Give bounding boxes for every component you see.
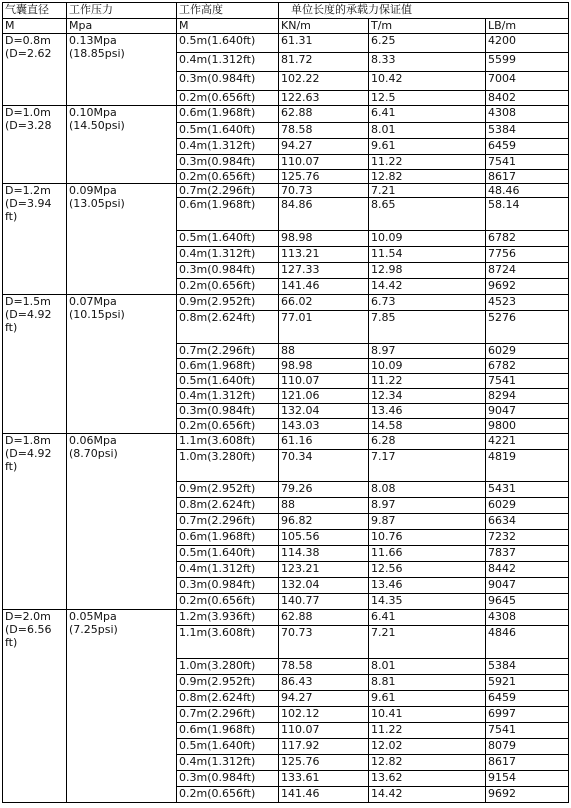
lb-cell: 48.46 <box>486 184 569 198</box>
kn-cell: 78.58 <box>279 123 369 139</box>
kn-cell: 102.22 <box>279 72 369 91</box>
lb-cell: 4200 <box>486 34 569 53</box>
height-cell: 0.5m(1.640ft) <box>177 231 279 247</box>
height-cell: 0.6m(1.968ft) <box>177 530 279 546</box>
lb-cell: 7232 <box>486 530 569 546</box>
kn-cell: 84.86 <box>279 198 369 231</box>
kn-cell: 114.38 <box>279 546 369 562</box>
lb-cell: 9800 <box>486 419 569 434</box>
kn-cell: 110.07 <box>279 155 369 170</box>
height-cell: 1.0m(3.280ft) <box>177 659 279 675</box>
pressure-line: 0.09Mpa <box>69 184 117 197</box>
unit-kn: KN/m <box>279 19 369 34</box>
diameter-line: D=1.8m <box>5 434 51 447</box>
t-cell: 12.98 <box>369 263 486 279</box>
t-cell: 6.28 <box>369 434 486 450</box>
group-pressure <box>67 184 177 295</box>
kn-cell: 133.61 <box>279 771 369 787</box>
height-cell: 0.5m(1.640ft) <box>177 374 279 389</box>
table-row <box>3 434 569 450</box>
kn-cell: 121.06 <box>279 389 369 404</box>
t-cell: 11.22 <box>369 155 486 170</box>
diameter-line: D=1.5m <box>5 295 51 308</box>
kn-cell: 141.46 <box>279 787 369 803</box>
kn-cell: 78.58 <box>279 659 369 675</box>
diameter-line: ft) <box>5 460 18 473</box>
kn-cell: 132.04 <box>279 578 369 594</box>
kn-cell: 113.21 <box>279 247 369 263</box>
height-cell: 0.8m(2.624ft) <box>177 691 279 707</box>
height-cell: 0.6m(1.968ft) <box>177 723 279 739</box>
t-cell: 9.61 <box>369 139 486 155</box>
height-cell: 0.3m(0.984ft) <box>177 263 279 279</box>
group-pressure <box>67 106 177 184</box>
table-row <box>3 610 569 626</box>
height-cell: 0.2m(0.656ft) <box>177 787 279 803</box>
t-cell: 8.97 <box>369 344 486 359</box>
load-capacity-table <box>2 2 569 803</box>
header-capacity <box>279 3 569 19</box>
table-row <box>3 295 569 311</box>
t-cell: 11.66 <box>369 546 486 562</box>
diameter-line: D=0.8m <box>5 34 51 47</box>
lb-cell: 8294 <box>486 389 569 404</box>
height-cell: 0.7m(2.296ft) <box>177 707 279 723</box>
lb-cell: 7541 <box>486 374 569 389</box>
kn-cell: 70.34 <box>279 450 369 482</box>
unit-t: T/m <box>369 19 486 34</box>
height-cell: 0.2m(0.656ft) <box>177 279 279 295</box>
kn-cell: 62.88 <box>279 106 369 123</box>
t-cell: 13.46 <box>369 404 486 419</box>
kn-cell: 98.98 <box>279 231 369 247</box>
t-cell: 8.01 <box>369 659 486 675</box>
group-diameter <box>3 106 67 184</box>
t-cell: 14.42 <box>369 279 486 295</box>
lb-cell: 9047 <box>486 578 569 594</box>
height-cell: 0.6m(1.968ft) <box>177 359 279 374</box>
pressure-line: (14.50psi) <box>69 119 125 132</box>
t-cell: 8.08 <box>369 482 486 498</box>
lb-cell: 58.14 <box>486 198 569 231</box>
lb-cell: 6997 <box>486 707 569 723</box>
height-cell: 0.9m(2.952ft) <box>177 295 279 311</box>
height-cell: 0.5m(1.640ft) <box>177 546 279 562</box>
t-cell: 9.87 <box>369 514 486 530</box>
lb-cell: 9645 <box>486 594 569 610</box>
diameter-line: (D=3.28 <box>5 119 52 132</box>
lb-cell: 8617 <box>486 170 569 184</box>
kn-cell: 98.98 <box>279 359 369 374</box>
group-diameter <box>3 34 67 106</box>
t-cell: 8.97 <box>369 498 486 514</box>
unit-height: M <box>177 19 279 34</box>
diameter-line: D=2.0m <box>5 610 51 623</box>
height-cell: 0.3m(0.984ft) <box>177 578 279 594</box>
lb-cell: 5276 <box>486 311 569 344</box>
t-cell: 9.61 <box>369 691 486 707</box>
diameter-line: ft) <box>5 636 18 649</box>
height-cell: 0.5m(1.640ft) <box>177 34 279 53</box>
diameter-line: D=1.2m <box>5 184 51 197</box>
lb-cell: 9692 <box>486 279 569 295</box>
header-row <box>3 3 569 19</box>
unit-pressure: Mpa <box>67 19 177 34</box>
t-cell: 8.65 <box>369 198 486 231</box>
pressure-line: (10.15psi) <box>69 308 125 321</box>
kn-cell: 125.76 <box>279 170 369 184</box>
pressure-line: 0.13Mpa <box>69 34 117 47</box>
header-height: 工作高度 <box>177 3 279 19</box>
kn-cell: 79.26 <box>279 482 369 498</box>
lb-cell: 7541 <box>486 155 569 170</box>
t-cell: 11.54 <box>369 247 486 263</box>
group-pressure <box>67 434 177 610</box>
kn-cell: 141.46 <box>279 279 369 295</box>
height-cell: 1.2m(3.936ft) <box>177 610 279 626</box>
pressure-line: (8.70psi) <box>69 447 118 460</box>
t-cell: 7.21 <box>369 626 486 659</box>
lb-cell: 5599 <box>486 53 569 72</box>
t-cell: 6.73 <box>369 295 486 311</box>
kn-cell: 61.31 <box>279 34 369 53</box>
t-cell: 7.85 <box>369 311 486 344</box>
kn-cell: 110.07 <box>279 374 369 389</box>
lb-cell: 8079 <box>486 739 569 755</box>
kn-cell: 122.63 <box>279 91 369 106</box>
lb-cell: 8402 <box>486 91 569 106</box>
t-cell: 13.46 <box>369 578 486 594</box>
height-cell: 0.4m(1.312ft) <box>177 755 279 771</box>
kn-cell: 117.92 <box>279 739 369 755</box>
kn-cell: 62.88 <box>279 610 369 626</box>
kn-cell: 61.16 <box>279 434 369 450</box>
t-cell: 13.62 <box>369 771 486 787</box>
diameter-line: (D=6.56 <box>5 623 52 636</box>
t-cell: 6.25 <box>369 34 486 53</box>
t-cell: 8.81 <box>369 675 486 691</box>
height-cell: 0.2m(0.656ft) <box>177 170 279 184</box>
height-cell: 0.8m(2.624ft) <box>177 311 279 344</box>
height-cell: 0.8m(2.624ft) <box>177 498 279 514</box>
lb-cell: 9154 <box>486 771 569 787</box>
kn-cell: 123.21 <box>279 562 369 578</box>
kn-cell: 127.33 <box>279 263 369 279</box>
kn-cell: 86.43 <box>279 675 369 691</box>
diameter-line: ft) <box>5 321 18 334</box>
lb-cell: 9047 <box>486 404 569 419</box>
t-cell: 12.5 <box>369 91 486 106</box>
group-diameter <box>3 295 67 434</box>
t-cell: 6.41 <box>369 106 486 123</box>
lb-cell: 4846 <box>486 626 569 659</box>
header-capacity-label: 单位长度的承载力保证值 <box>291 3 412 16</box>
lb-cell: 6029 <box>486 344 569 359</box>
t-cell: 10.41 <box>369 707 486 723</box>
height-cell: 0.2m(0.656ft) <box>177 594 279 610</box>
height-cell: 0.3m(0.984ft) <box>177 771 279 787</box>
t-cell: 12.56 <box>369 562 486 578</box>
lb-cell: 6634 <box>486 514 569 530</box>
kn-cell: 96.82 <box>279 514 369 530</box>
t-cell: 12.02 <box>369 739 486 755</box>
diameter-line: D=1.0m <box>5 106 51 119</box>
lb-cell: 6029 <box>486 498 569 514</box>
kn-cell: 143.03 <box>279 419 369 434</box>
t-cell: 14.58 <box>369 419 486 434</box>
height-cell: 0.7m(2.296ft) <box>177 514 279 530</box>
lb-cell: 5431 <box>486 482 569 498</box>
height-cell: 0.2m(0.656ft) <box>177 91 279 106</box>
lb-cell: 5921 <box>486 675 569 691</box>
height-cell: 0.2m(0.656ft) <box>177 419 279 434</box>
lb-cell: 6782 <box>486 359 569 374</box>
group-diameter <box>3 184 67 295</box>
lb-cell: 4308 <box>486 610 569 626</box>
diameter-line: (D=4.92 <box>5 308 52 321</box>
height-cell: 0.9m(2.952ft) <box>177 482 279 498</box>
height-cell: 0.4m(1.312ft) <box>177 562 279 578</box>
height-cell: 0.5m(1.640ft) <box>177 123 279 139</box>
kn-cell: 88 <box>279 498 369 514</box>
kn-cell: 77.01 <box>279 311 369 344</box>
lb-cell: 4523 <box>486 295 569 311</box>
kn-cell: 105.56 <box>279 530 369 546</box>
height-cell: 0.3m(0.984ft) <box>177 155 279 170</box>
header-diameter: 气囊直径 <box>3 3 67 19</box>
units-row <box>3 19 569 34</box>
height-cell: 0.6m(1.968ft) <box>177 106 279 123</box>
kn-cell: 94.27 <box>279 139 369 155</box>
t-cell: 14.35 <box>369 594 486 610</box>
lb-cell: 5384 <box>486 123 569 139</box>
t-cell: 10.09 <box>369 359 486 374</box>
t-cell: 8.01 <box>369 123 486 139</box>
unit-diameter: M <box>3 19 67 34</box>
t-cell: 8.33 <box>369 53 486 72</box>
height-cell: 0.9m(2.952ft) <box>177 675 279 691</box>
height-cell: 0.5m(1.640ft) <box>177 739 279 755</box>
t-cell: 14.42 <box>369 787 486 803</box>
group-diameter <box>3 434 67 610</box>
height-cell: 0.7m(2.296ft) <box>177 184 279 198</box>
table-row <box>3 106 569 123</box>
lb-cell: 5384 <box>486 659 569 675</box>
lb-cell: 9692 <box>486 787 569 803</box>
group-pressure <box>67 34 177 106</box>
lb-cell: 7837 <box>486 546 569 562</box>
lb-cell: 7756 <box>486 247 569 263</box>
t-cell: 6.41 <box>369 610 486 626</box>
kn-cell: 88 <box>279 344 369 359</box>
lb-cell: 4308 <box>486 106 569 123</box>
height-cell: 0.4m(1.312ft) <box>177 247 279 263</box>
height-cell: 0.4m(1.312ft) <box>177 389 279 404</box>
height-cell: 1.1m(3.608ft) <box>177 434 279 450</box>
kn-cell: 125.76 <box>279 755 369 771</box>
pressure-line: 0.10Mpa <box>69 106 117 119</box>
kn-cell: 70.73 <box>279 626 369 659</box>
group-diameter <box>3 610 67 803</box>
pressure-line: 0.07Mpa <box>69 295 117 308</box>
lb-cell: 4221 <box>486 434 569 450</box>
kn-cell: 81.72 <box>279 53 369 72</box>
height-cell: 0.7m(2.296ft) <box>177 344 279 359</box>
kn-cell: 102.12 <box>279 707 369 723</box>
unit-lb: LB/m <box>486 19 569 34</box>
height-cell: 1.0m(3.280ft) <box>177 450 279 482</box>
t-cell: 10.42 <box>369 72 486 91</box>
diameter-line: (D=2.62 <box>5 47 52 60</box>
t-cell: 12.82 <box>369 170 486 184</box>
height-cell: 1.1m(3.608ft) <box>177 626 279 659</box>
diameter-line: (D=3.94 <box>5 197 52 210</box>
height-cell: 0.3m(0.984ft) <box>177 72 279 91</box>
t-cell: 7.17 <box>369 450 486 482</box>
group-pressure <box>67 610 177 803</box>
lb-cell: 6782 <box>486 231 569 247</box>
height-cell: 0.4m(1.312ft) <box>177 53 279 72</box>
kn-cell: 110.07 <box>279 723 369 739</box>
table-row <box>3 184 569 198</box>
lb-cell: 6459 <box>486 691 569 707</box>
pressure-line: 0.05Mpa <box>69 610 117 623</box>
header-pressure: 工作压力 <box>67 3 177 19</box>
pressure-line: (18.85psi) <box>69 47 125 60</box>
t-cell: 11.22 <box>369 723 486 739</box>
t-cell: 7.21 <box>369 184 486 198</box>
height-cell: 0.6m(1.968ft) <box>177 198 279 231</box>
height-cell: 0.4m(1.312ft) <box>177 139 279 155</box>
group-pressure <box>67 295 177 434</box>
lb-cell: 8617 <box>486 755 569 771</box>
t-cell: 10.09 <box>369 231 486 247</box>
t-cell: 12.82 <box>369 755 486 771</box>
lb-cell: 8724 <box>486 263 569 279</box>
pressure-line: (13.05psi) <box>69 197 125 210</box>
pressure-line: (7.25psi) <box>69 623 118 636</box>
lb-cell: 8442 <box>486 562 569 578</box>
diameter-line: (D=4.92 <box>5 447 52 460</box>
lb-cell: 7004 <box>486 72 569 91</box>
pressure-line: 0.06Mpa <box>69 434 117 447</box>
table-row <box>3 34 569 53</box>
t-cell: 11.22 <box>369 374 486 389</box>
diameter-line: ft) <box>5 210 18 223</box>
kn-cell: 66.02 <box>279 295 369 311</box>
kn-cell: 70.73 <box>279 184 369 198</box>
height-cell: 0.3m(0.984ft) <box>177 404 279 419</box>
kn-cell: 94.27 <box>279 691 369 707</box>
t-cell: 12.34 <box>369 389 486 404</box>
table-body <box>3 3 569 803</box>
t-cell: 10.76 <box>369 530 486 546</box>
lb-cell: 4819 <box>486 450 569 482</box>
kn-cell: 140.77 <box>279 594 369 610</box>
lb-cell: 7541 <box>486 723 569 739</box>
lb-cell: 6459 <box>486 139 569 155</box>
kn-cell: 132.04 <box>279 404 369 419</box>
